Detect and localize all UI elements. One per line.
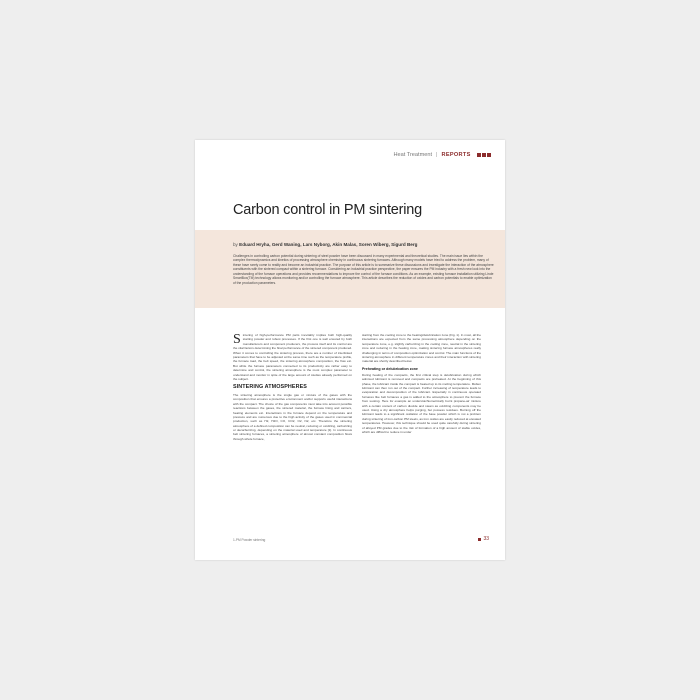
body-columns [233, 333, 481, 443]
column-right [362, 333, 481, 443]
page-marker-icon [478, 538, 481, 541]
header-separator: | [436, 152, 438, 158]
authors-line [233, 242, 493, 248]
section-paragraph: The sintering atmosphere is the single gas or mixture of the gases with the composition that ensures a protective environment and/or supports useful interactions with the compact. The choice of the gas components must take into account possible reactions between the gases, the sintered material, the furnace lining and carriers, heating elements etc. Interactions in the furnace depend on the temperature and pressure and are numerous due to the high activity of the gases used in commercial production, such as H2, H2O, CO, CO2, O2, N2, etc. Therefore the sintering atmosphere of a defined composition can be neutral, reducing or oxidizing, carburizing or decarburizing, depending on the material used and temperature [1]. In continuous belt sintering furnaces, a sintering atmosphere of almost constant composition flows through whole furnace, [233, 392, 352, 441]
subsection-heading-preheating: Preheating or delubrication zone [362, 366, 418, 371]
section-heading-sintering-atmospheres: SINTERING ATMOSPHERES [233, 384, 307, 391]
footer-left: 1-PM Powder sintering [233, 538, 266, 542]
page-number: 33 [483, 536, 489, 542]
authors-names: Eduard Hryha, Gerd Waning, Lars Nyborg, Akin Malas, Soren Wiberg, Sigurd Berg [239, 242, 418, 247]
subsection-paragraph: During heating of the compacts, the first critical step is delubrication during which admixed lubricant is removed and compacts are preheated. At the beginning of this phase, the lubricant inside the compact is heated up to its melting temperature. Molten lubricant can then run out of the compact. Further increasing of temperature leads to evaporation and decomposition of the lubricant. Especially in continuous operated furnaces like belt furnaces a gas is added to the atmosphere to prevent the furnace from sooting. Here for example an understoichiometrically burnt propane-air mixture with a certain content of carbon dioxide and steam as oxidizing components may be used. Using a dry atmosphere helps purging, but possess residues. Burning off the lubricant leads to a significant oxidation of the base powder which is not a problem during sintering of iron-carbon PM steels, as iron oxides are easily reduced at elevated temperatures. However, this technique should be used quite carefully during sintering of alloyed PM grades due to the risk of formation of a high amount of stable oxides, which are difficult to reduce in under [362, 372, 481, 434]
footer-page [478, 536, 489, 542]
article-page [195, 140, 505, 560]
running-header [393, 152, 491, 158]
header-squares-icon [477, 153, 491, 157]
drop-cap: S [233, 332, 241, 347]
header-category: REPORTS [441, 152, 471, 158]
header-section: Heat Treatment [393, 152, 433, 158]
abstract-text: Challenges in controlling carbon potential during sintering of steel powder have been discussed in many experimental and theoretical studies. The main issue lies within the complex thermodynamics and kinetics of processing atmosphere chemistry in continuous sintering furnaces. Although many models have tried to address the problem, many of these have rarely come to reality and become an industrial practice. The purpose of this article is to summarize these discussions and investigate the interaction of the atmosphere constituents with the sintered compact within a sintering furnace. Considering an industrial practice perspective, the paper ensures the PM industry with a fresh new look into the understanding of the furnace operations and provides recommendations to improve the control of the furnace conditions. As an example, existing furnace installation utilizing Linde SmartBox(TM) technology allows monitoring and/or controlling the furnace atmosphere. This article describes the reduction of oxides and carbon potentials to enable optimization of the production parameters. [233, 254, 494, 285]
article-title: Carbon control in PM sintering [233, 202, 423, 218]
intro-paragraph [233, 333, 352, 381]
intro-text: intering of high-performance PM parts inevitably implies both high-quality starting powder and robust processes. If the first one is well ensured by both manufacturers and component producers, the process itself and its control are the vital factors determining the final performance of the sintered component produced. When it comes to controlling the sintering process, there are a number of interlinked parameters that have to be adjusted at the same time such as the temperature profile, the furnace load, the belt speed, the sintering atmosphere composition, the flow etc. But while the furnace parameters connected to its productivity are rather easy to determine and control, the sintering atmosphere is the most complex parameter to understand and monitor in spite of the large amount of studies already performed on the subject. [233, 333, 353, 381]
column-left [233, 333, 352, 443]
authors-by: by [233, 242, 238, 247]
continuation-paragraph: starting from the cooling zone to the heating/delubrication zone (Fig. 1). In most, all the interactions are expected from the same processing atmosphere depending on the temperature zone, e.g. slightly carburizing in the cooling zone, neutral in the sintering zone and reducing in the heating zone, making sintering furnace atmospheres really challenging in terms of composition optimization and control. The main functions of the sintering atmosphere in different temperature zones and their interaction with sintering material are shortly described below. [362, 333, 481, 364]
